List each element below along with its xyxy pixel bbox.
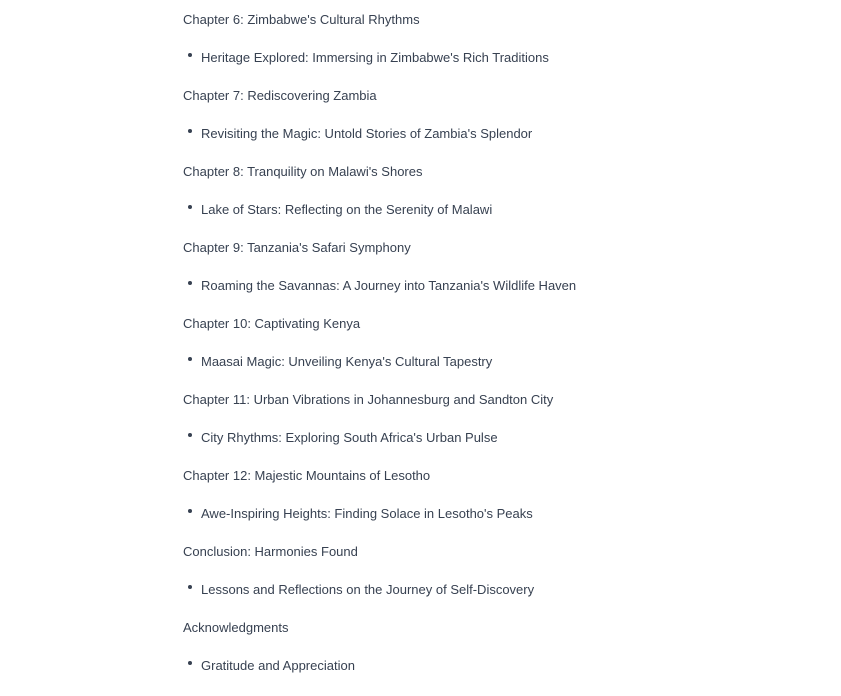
section-heading: Chapter 9: Tanzania's Safari Symphony	[183, 240, 411, 255]
section-heading: Chapter 10: Captivating Kenya	[183, 316, 361, 331]
bullet-item: City Rhythms: Exploring South Africa's Urban Pulse	[183, 430, 823, 446]
toc-section-conclusion	[183, 544, 823, 598]
bullet-item: Roaming the Savannas: A Journey into Tanzania's Wildlife Haven	[183, 278, 823, 294]
bullet-item: Lake of Stars: Reflecting on the Serenity of Malawi	[183, 202, 823, 218]
toc-section-chapter-8	[183, 164, 823, 218]
bullet-list	[183, 126, 823, 142]
section-heading: Chapter 12: Majestic Mountains of Lesotho	[183, 468, 431, 483]
toc-section-chapter-7	[183, 88, 823, 142]
toc-section-chapter-6	[183, 12, 823, 66]
bullet-list	[183, 278, 823, 294]
bullet-item: Gratitude and Appreciation	[183, 658, 823, 674]
bullet-item: Maasai Magic: Unveiling Kenya's Cultural Tapestry	[183, 354, 823, 370]
section-heading: Chapter 11: Urban Vibrations in Johannesburg and Sandton City	[183, 392, 554, 407]
section-heading: Chapter 7: Rediscovering Zambia	[183, 88, 377, 103]
bullet-item: Lessons and Reflections on the Journey of Self-Discovery	[183, 582, 823, 598]
toc-section-acknowledgments	[183, 620, 823, 674]
section-heading: Chapter 6: Zimbabwe's Cultural Rhythms	[183, 12, 420, 27]
toc-section-chapter-11	[183, 392, 823, 446]
bullet-list	[183, 582, 823, 598]
bullet-item: Awe-Inspiring Heights: Finding Solace in Lesotho's Peaks	[183, 506, 823, 522]
bullet-list	[183, 430, 823, 446]
section-heading: Chapter 8: Tranquility on Malawi's Shores	[183, 164, 423, 179]
bullet-item: Heritage Explored: Immersing in Zimbabwe's Rich Traditions	[183, 50, 823, 66]
bullet-list	[183, 658, 823, 674]
bullet-list	[183, 354, 823, 370]
table-of-contents	[183, 12, 823, 696]
toc-section-chapter-9	[183, 240, 823, 294]
toc-section-chapter-10	[183, 316, 823, 370]
toc-section-chapter-12	[183, 468, 823, 522]
section-heading: Conclusion: Harmonies Found	[183, 544, 358, 559]
section-heading: Acknowledgments	[183, 620, 289, 635]
bullet-item: Revisiting the Magic: Untold Stories of Zambia's Splendor	[183, 126, 823, 142]
bullet-list	[183, 202, 823, 218]
bullet-list	[183, 506, 823, 522]
bullet-list	[183, 50, 823, 66]
